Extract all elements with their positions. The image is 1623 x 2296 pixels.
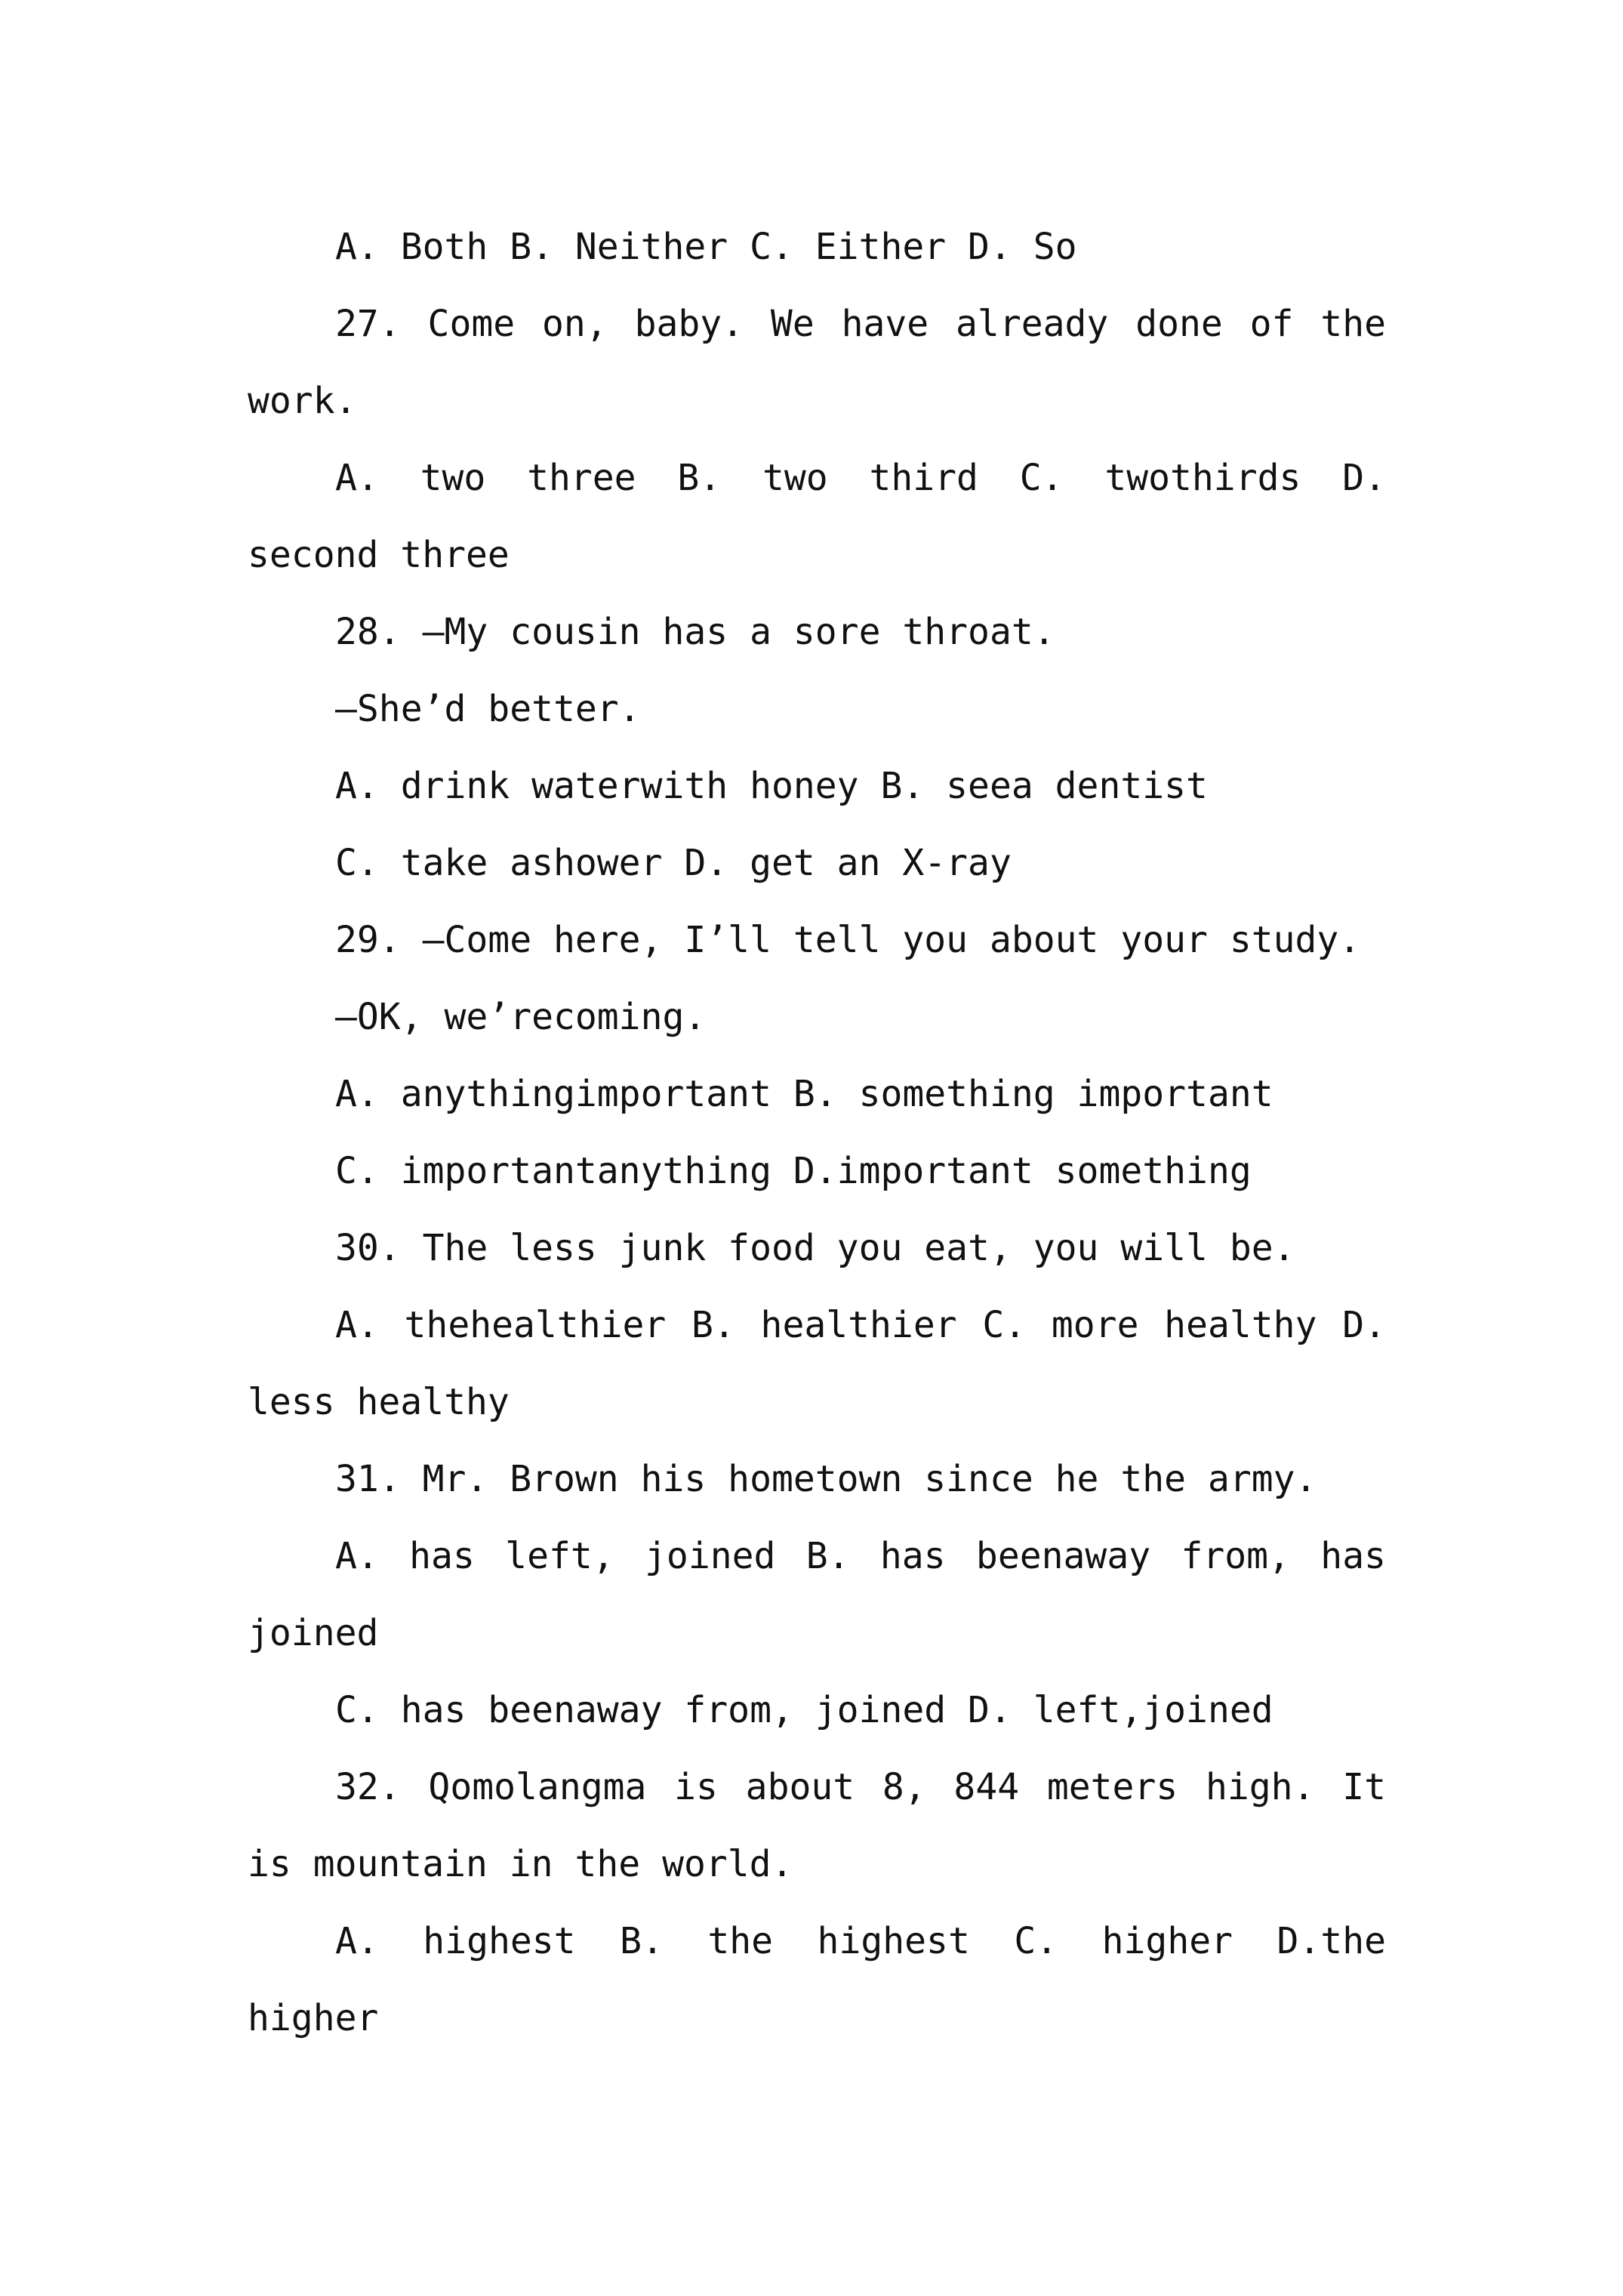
- q32-stem-continued: is mountain in the world.: [248, 1843, 793, 1885]
- q29-options-ab: A. anythingimportant B. something important: [335, 1073, 1273, 1115]
- q28-reply: —She’d better.: [335, 688, 641, 730]
- q27-stem-continued: work.: [248, 380, 357, 422]
- q30-options-continued: less healthy: [248, 1381, 510, 1423]
- q26-options: A. Both B. Neither C. Either D. So: [335, 226, 1077, 268]
- q28-options-ab: A. drink waterwith honey B. seea dentist: [335, 765, 1208, 807]
- q29-options-cd: C. importantanything D.important something: [335, 1150, 1252, 1192]
- q27-options-continued: second three: [248, 534, 510, 576]
- q32-options: A. highest B. the highest C. higher D.the: [335, 1920, 1386, 1962]
- q29-stem: 29. —Come here, I’ll tell you about your study.: [335, 919, 1361, 961]
- q31-options-ab: A. has left, joined B. has beenaway from, has: [335, 1535, 1386, 1577]
- q30-stem: 30. The less junk food you eat, you will be.: [335, 1227, 1295, 1269]
- q27-stem: 27. Come on, baby. We have already done of the: [335, 303, 1386, 345]
- q28-stem: 28. —My cousin has a sore throat.: [335, 611, 1055, 653]
- q27-options: A. two three B. two third C. twothirds D.: [335, 457, 1386, 499]
- q32-options-continued: higher: [248, 1997, 379, 2039]
- q31-options-ab-continued: joined: [248, 1612, 379, 1654]
- q29-reply: —OK, we’recoming.: [335, 996, 707, 1038]
- q30-options: A. thehealthier B. healthier C. more healthy D.: [335, 1304, 1386, 1346]
- question-text-block: [248, 208, 1386, 2057]
- q32-stem: 32. Qomolangma is about 8, 844 meters high. It: [335, 1766, 1386, 1808]
- q28-options-cd: C. take ashower D. get an X-ray: [335, 842, 1012, 884]
- q31-options-cd: C. has beenaway from, joined D. left,joined: [335, 1689, 1273, 1731]
- q31-stem: 31. Mr. Brown his hometown since he the army.: [335, 1458, 1317, 1500]
